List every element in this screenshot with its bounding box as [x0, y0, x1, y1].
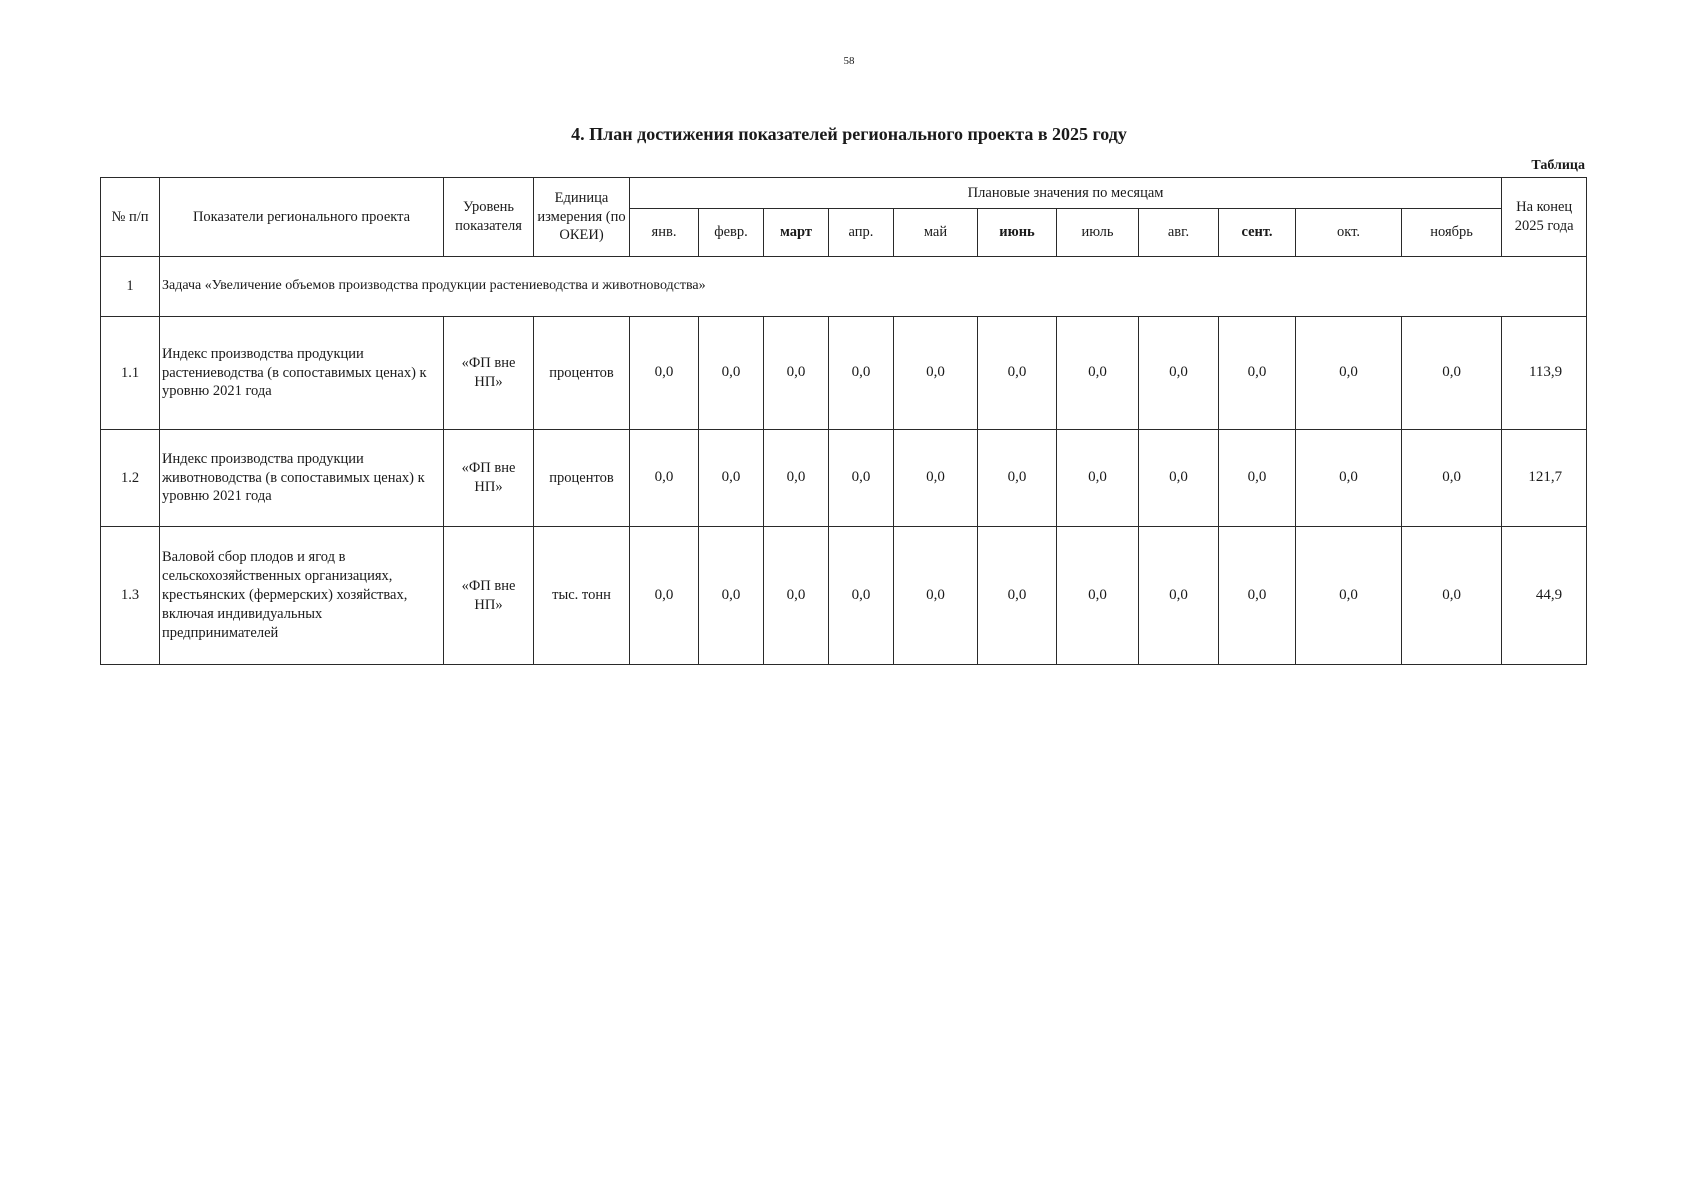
task-num: 1 [101, 257, 160, 317]
month-value: 0,0 [1219, 430, 1296, 527]
indicator-level: «ФП вне НП» [444, 527, 534, 665]
month-value: 0,0 [1402, 527, 1502, 665]
month-value: 0,0 [1296, 430, 1402, 527]
end-of-year-value: 121,7 [1502, 430, 1587, 527]
indicator-name: Индекс производства продукции растениеводства (в сопоставимых ценах) к уровню 2021 года [160, 317, 444, 430]
row-num: 1.3 [101, 527, 160, 665]
month-value: 0,0 [764, 430, 829, 527]
month-header: ноябрь [1402, 209, 1502, 257]
header-row [101, 178, 1587, 209]
month-header: июль [1057, 209, 1139, 257]
indicator-level: «ФП вне НП» [444, 317, 534, 430]
task-text: Задача «Увеличение объемов производства продукции растениеводства и животноводства» [160, 257, 1587, 317]
table-row [101, 430, 1587, 527]
document-title: 4. План достижения показателей регионального проекта в 2025 году [571, 124, 1127, 144]
month-value: 0,0 [699, 527, 764, 665]
header-indicator: Показатели регионального проекта [160, 178, 444, 257]
month-value: 0,0 [829, 430, 894, 527]
month-value: 0,0 [1139, 430, 1219, 527]
table-row [101, 527, 1587, 665]
month-value: 0,0 [978, 317, 1057, 430]
month-header: авг. [1139, 209, 1219, 257]
month-value: 0,0 [978, 527, 1057, 665]
month-value: 0,0 [764, 527, 829, 665]
header-end-of-year: На конец 2025 года [1502, 178, 1587, 257]
end-of-year-value: 44,9 [1502, 527, 1587, 665]
indicator-unit: тыс. тонн [534, 527, 630, 665]
month-value: 0,0 [829, 317, 894, 430]
month-value: 0,0 [699, 317, 764, 430]
month-value: 0,0 [829, 527, 894, 665]
month-value: 0,0 [1296, 317, 1402, 430]
month-value: 0,0 [1402, 430, 1502, 527]
header-level: Уровень показателя [444, 178, 534, 257]
month-value: 0,0 [1139, 527, 1219, 665]
task-row [101, 257, 1587, 317]
month-header: июнь [978, 209, 1057, 257]
month-value: 0,0 [1057, 527, 1139, 665]
month-header: апр. [829, 209, 894, 257]
table-row [101, 317, 1587, 430]
month-value: 0,0 [1139, 317, 1219, 430]
row-num: 1.1 [101, 317, 160, 430]
month-value: 0,0 [894, 317, 978, 430]
month-value: 0,0 [1219, 317, 1296, 430]
indicator-unit: процентов [534, 430, 630, 527]
row-num: 1.2 [101, 430, 160, 527]
month-value: 0,0 [699, 430, 764, 527]
indicator-name: Индекс производства продукции животноводства (в сопоставимых ценах) к уровню 2021 года [160, 430, 444, 527]
month-value: 0,0 [1402, 317, 1502, 430]
month-header: сент. [1219, 209, 1296, 257]
month-value: 0,0 [978, 430, 1057, 527]
month-value: 0,0 [894, 527, 978, 665]
month-header: окт. [1296, 209, 1402, 257]
end-of-year-value: 113,9 [1502, 317, 1587, 430]
header-num: № п/п [101, 178, 160, 257]
month-value: 0,0 [894, 430, 978, 527]
month-value: 0,0 [630, 317, 699, 430]
month-header: март [764, 209, 829, 257]
month-header: февр. [699, 209, 764, 257]
indicator-level: «ФП вне НП» [444, 430, 534, 527]
page-number: 58 [843, 55, 855, 67]
month-value: 0,0 [630, 430, 699, 527]
month-value: 0,0 [1296, 527, 1402, 665]
month-header: май [894, 209, 978, 257]
header-unit: Единица измерения (по ОКЕИ) [534, 178, 630, 257]
table-label: Таблица [1531, 158, 1585, 173]
month-value: 0,0 [764, 317, 829, 430]
month-value: 0,0 [1057, 430, 1139, 527]
month-value: 0,0 [1057, 317, 1139, 430]
plan-table [100, 177, 1587, 665]
month-value: 0,0 [1219, 527, 1296, 665]
indicator-unit: процентов [534, 317, 630, 430]
indicator-name: Валовой сбор плодов и ягод в сельскохозяйственных организациях, крестьянских (фермерских) хозяйствах, включая индивидуальных предпринимателей [160, 527, 444, 665]
header-planned-values: Плановые значения по месяцам [630, 178, 1502, 209]
month-header: янв. [630, 209, 699, 257]
month-value: 0,0 [630, 527, 699, 665]
